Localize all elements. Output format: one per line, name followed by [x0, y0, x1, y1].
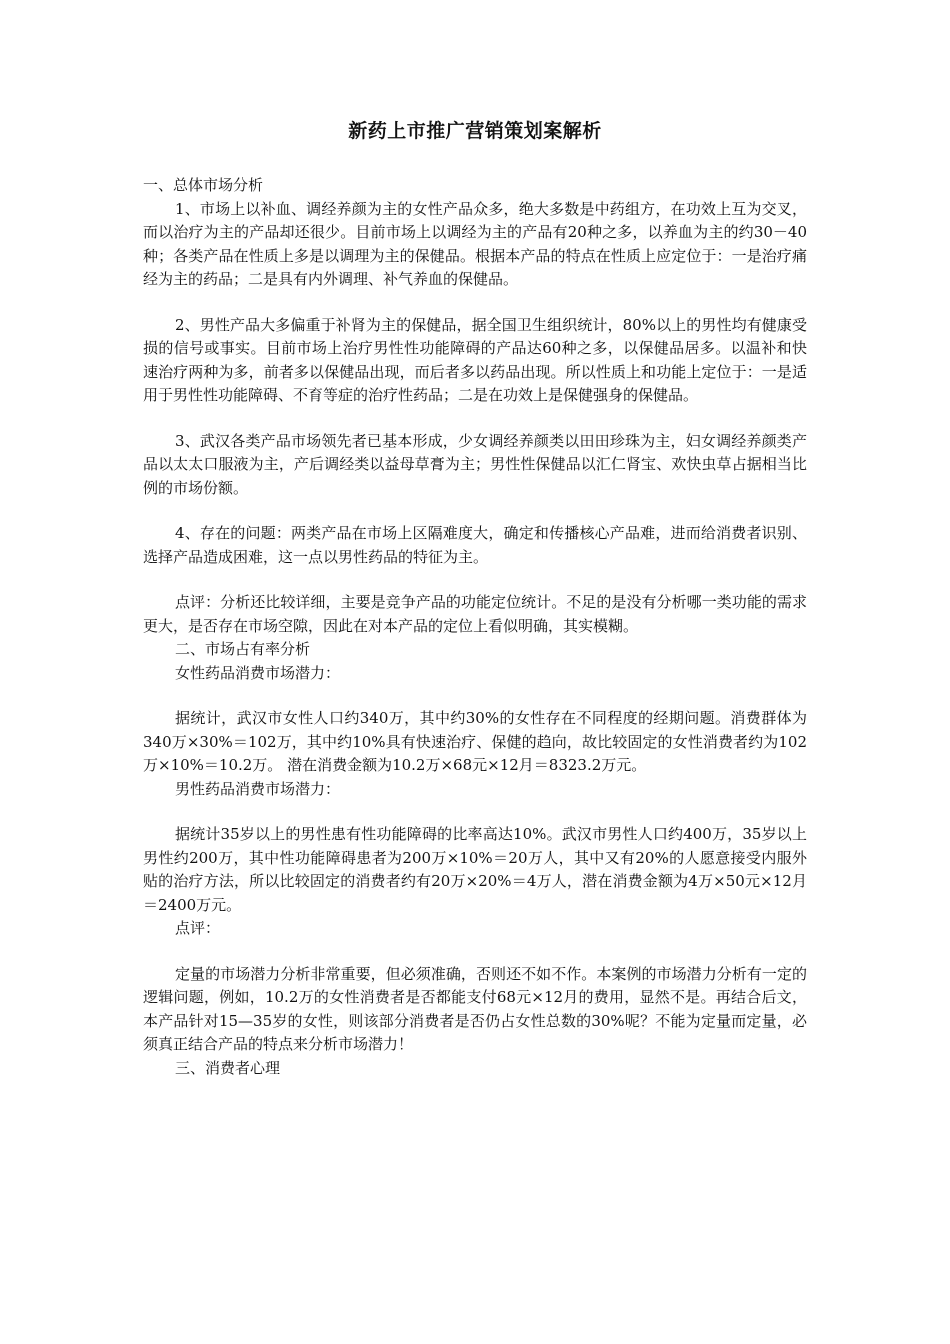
paragraph-2: 2、男性产品大多偏重于补肾为主的保健品，据全国卫生组织统计，80%以上的男性均有健康受损的信号或事实。目前市场上治疗男性性功能障碍的产品达60种之多，以保健品居多。以温补和快速治疗两种为多，前者多以保健品出现，而后者多以药品出现。所以性质上和功能上定位于：一是适用于男性性功能障碍、不育等症的治疗性药品；二是在功效上是保健强身的保健品。 — [143, 315, 807, 404]
paragraph-male-market: 据统计35岁以上的男性患有性功能障碍的比率高达10%。武汉市男性人口约400万，35岁以上男性约200万，其中性功能障碍患者为200万×10%＝20万人，其中又有20%的人愿意接受内服外贴的治疗方法，所以比较固定的消费者约有20万×20%＝4万人，潜在消费金额为4万×50元×12月＝2400万元。 — [143, 825, 807, 914]
document-title: 新药上市推广营销策划案解析 — [348, 120, 602, 142]
paragraph-3: 3、武汉各类产品市场领先者已基本形成，少女调经养颜类以田田珍珠为主，妇女调经养颜类产品以太太口服液为主，产后调经类以益母草膏为主；男性性保健品以汇仁肾宝、欢快虫草占据相当比例的市场份额。 — [143, 431, 807, 497]
paragraph-female-market: 据统计，武汉市女性人口约340万，其中约30%的女性存在不同程度的经期问题。消费群体为340万×30%＝102万，其中约10%具有快速治疗、保健的趋向，故比较固定的女性消费者约为102万×10%＝10.2万。 潜在消费金额为10.2万×68元×12月＝8323.2万元。 — [143, 709, 807, 774]
comment-label: 点评： — [175, 919, 221, 937]
paragraph-4: 4、存在的问题：两类产品在市场上区隔难度大，确定和传播核心产品难，进而给消费者识别、选择产品造成困难，这一点以男性药品的特征为主。 — [143, 524, 807, 566]
paragraph-comment-1: 点评：分析还比较详细，主要是竞争产品的功能定位统计。不足的是没有分析哪一类功能的需求更大，是否存在市场空隙，因此在对本产品的定位上看似明确，其实模糊。 — [143, 593, 807, 635]
paragraph-comment-2: 定量的市场潜力分析非常重要，但必须准确，否则还不如不作。本案例的市场潜力分析有一定的逻辑问题，例如，10.2万的女性消费者是否都能支付68元×12月的费用，显然不是。再结合后文，本产品针对15—35岁的女性，则该部分消费者是否仍占女性总数的30%呢？不能为定量而定量，必须真正结合产品的特点来分析市场潜力！ — [143, 964, 807, 1053]
section-heading-market-analysis: 一、总体市场分析 — [143, 176, 264, 194]
section-heading-consumer-psychology: 三、消费者心理 — [175, 1058, 281, 1077]
female-market-label: 女性药品消费市场潜力： — [175, 663, 341, 682]
paragraph-1: 1、市场上以补血、调经养颜为主的女性产品众多，绝大多数是中药组方，在功效上互为交叉，而以治疗为主的产品却还很少。目前市场上以调经为主的产品有20种之多，以养血为主的约30－40种；各类产品在性质上多是以调理为主的保健品。根据本产品的特点在性质上应定位于：一是治疗痛经为主的药品；二是具有内外调理、补气养血的保健品。 — [143, 199, 807, 288]
section-heading-market-share: 二、市场占有率分析 — [175, 640, 311, 658]
male-market-label: 男性药品消费市场潜力： — [175, 779, 341, 798]
document-page — [143, 0, 807, 1080]
